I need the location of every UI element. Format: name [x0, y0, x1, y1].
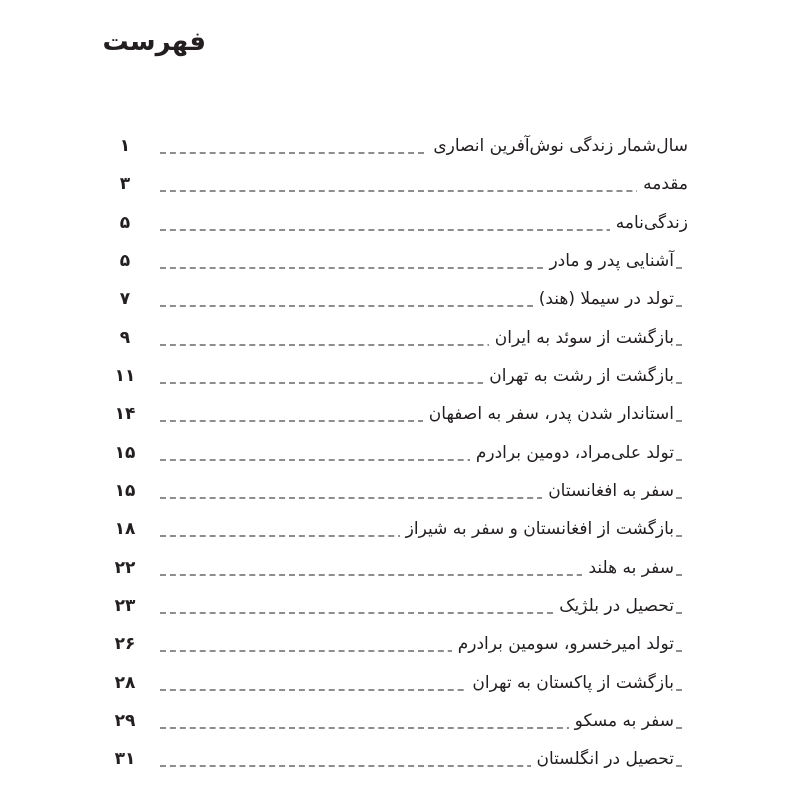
toc-entry[interactable] [0, 281, 800, 319]
toc-entry-title: آشنایی پدر و مادر [543, 246, 674, 276]
toc-entry-title: سفر به افغانستان [542, 476, 674, 506]
toc-entry-title: زندگی‌نامه [610, 208, 688, 238]
toc-page-number: ۹ [119, 327, 131, 348]
toc-entry-title: بازگشت از سوئد به ایران [489, 323, 674, 353]
toc-entry-title: تحصیل در انگلستان [531, 744, 674, 774]
toc-entry[interactable] [0, 205, 800, 243]
toc-entry[interactable] [0, 128, 800, 166]
toc-entry-title: بازگشت از پاکستان به تهران [466, 668, 674, 698]
toc-page-number: ۵ [119, 250, 131, 271]
toc-entry[interactable] [0, 435, 800, 473]
toc-page-number: ۱۵ [114, 442, 136, 463]
toc-page-number: ۲۲ [114, 557, 136, 578]
toc-page-number: ۱۵ [114, 480, 136, 501]
toc-entry[interactable] [0, 703, 800, 741]
toc-page-number: ۲۳ [114, 595, 136, 616]
toc-page-number: ۲۶ [114, 634, 136, 655]
toc-entry-title: تحصیل در بلژیک [553, 591, 674, 621]
toc-entry[interactable] [0, 320, 800, 358]
toc-entry[interactable] [0, 243, 800, 281]
toc-entry-title: مقدمه [637, 169, 688, 199]
toc-entry[interactable] [0, 473, 800, 511]
toc-entry-title: بازگشت از رشت به تهران [483, 361, 674, 391]
toc-entry[interactable] [0, 626, 800, 664]
toc-page-number: ۳۱ [114, 749, 136, 770]
toc-entry[interactable] [0, 358, 800, 396]
toc-page-number: ۱۸ [114, 519, 136, 540]
toc-entry[interactable] [0, 588, 800, 626]
toc-entry-title: سفر به هلند [582, 553, 674, 583]
toc-page-number: ۷ [119, 289, 131, 310]
dot-leader [160, 229, 682, 231]
toc-entry[interactable] [0, 741, 800, 779]
toc-entry[interactable] [0, 166, 800, 204]
toc-entry-title: استاندار شدن پدر، سفر به اصفهان [423, 399, 674, 429]
toc-entry-title: تولد علی‌مراد، دومین برادرم [470, 438, 674, 468]
toc-page-number: ۱۱ [114, 365, 136, 386]
toc-entry[interactable] [0, 511, 800, 549]
toc-list [0, 128, 800, 780]
toc-page-number: ۱۴ [114, 404, 136, 425]
toc-page-number: ۳ [119, 174, 131, 195]
toc-entry-title: بازگشت از افغانستان و سفر به شیراز [400, 514, 674, 544]
toc-entry[interactable] [0, 550, 800, 588]
toc-entry[interactable] [0, 396, 800, 434]
toc-page-number: ۲۸ [114, 672, 136, 693]
toc-entry-title: سفر به مسکو [569, 706, 674, 736]
toc-entry-title: سال‌شمار زندگی نوش‌آفرین انصاری [427, 131, 688, 161]
toc-entry[interactable] [0, 665, 800, 703]
toc-page-number: ۲۹ [114, 710, 136, 731]
toc-entry-title: تولد امیرخسرو، سومین برادرم [452, 629, 674, 659]
dot-leader [160, 190, 682, 192]
toc-page-number: ۱ [119, 136, 131, 156]
toc-entry-title: تولد در سیملا (هند) [533, 284, 674, 314]
toc-page-number: ۵ [119, 212, 131, 233]
page-title: فهرست [102, 27, 206, 57]
